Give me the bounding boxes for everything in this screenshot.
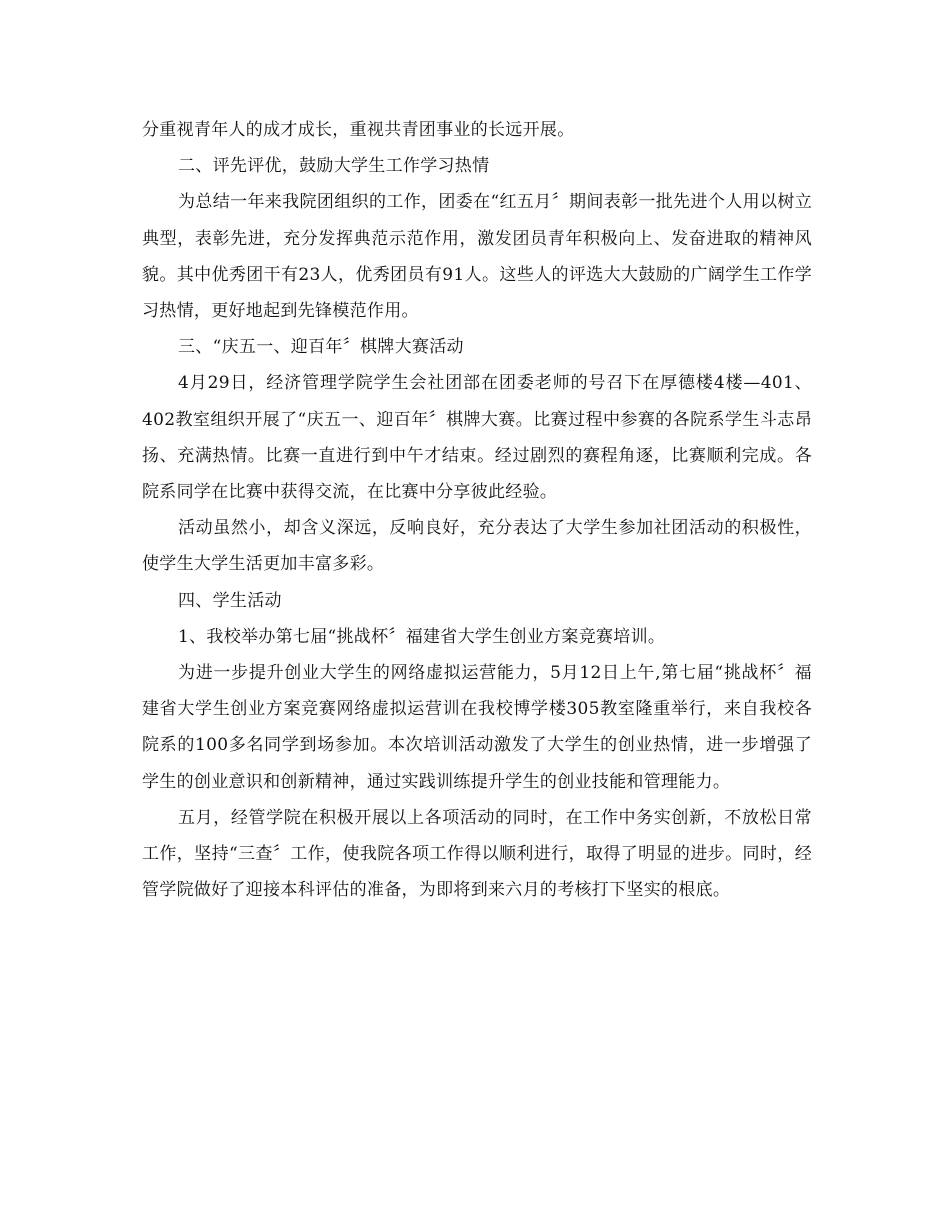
paragraph-chess-contest: 4月29日，经济管理学院学生会社团部在团委老师的号召下在厚德楼4楼—401、402教室组织开展了“庆五一、迎百年〞棋牌大赛。比赛过程中参赛的各院系学生斗志昂扬、充满热情。比赛一直进行到中午才结束。经过剧烈的赛程角逐，比赛顺利完成。各院系同学在比赛中获得交流，在比赛中分享彼此经验。	[142, 373, 812, 503]
paragraph-continuation: 分重视青年人的成才成长，重视共青团事业的长远开展。	[142, 120, 575, 140]
subheading-challenge-cup: 1、我校举办第七届“挑战杯〞福建省大学生创业方案竞赛培训。	[178, 626, 666, 647]
section-heading-3: 三、“庆五一、迎百年〞棋牌大赛活动	[178, 337, 464, 358]
section-heading-4: 四、学生活动	[178, 590, 282, 611]
section-heading-2: 二、评先评优，鼓励大学生工作学习热情	[178, 156, 490, 177]
paragraph-training: 为进一步提升创业大学生的网络虚拟运营能力，5月12日上午,第七届“挑战杯〞福建省大学生创业方案竞赛网络虚拟运营训在我校博学楼305教室隆重举行，来自我校各院系的100多名同学到场参加。本次培训活动激发了大学生的创业热情，进一步增强了学生的创业意识和创新精神，通过实践训练提升学生的创业技能和管理能力。	[142, 663, 812, 792]
document-body	[142, 112, 812, 908]
paragraph-activity-summary: 活动虽然小，却含义深远，反响良好，充分表达了大学生参加社团活动的积极性，使学生大学生活更加丰富多彩。	[142, 518, 812, 575]
paragraph-conclusion: 五月，经管学院在积极开展以上各项活动的同时，在工作中务实创新，不放松日常工作，坚持“三查〞工作，使我院各项工作得以顺利进行，取得了明显的进步。同时，经管学院做好了迎接本科评估的准备，为即将到来六月的考核打下坚实的根底。	[142, 807, 812, 901]
paragraph-awards: 为总结一年来我院团组织的工作，团委在“红五月〞期间表彰一批先进个人用以树立典型，表彰先进，充分发挥典范示范作用，激发团员青年积极向上、发奋进取的精神风貌。其中优秀团干有23人，优秀团员有91人。这些人的评选大大鼓励的广阔学生工作学习热情，更好地起到先锋模范作用。	[142, 192, 812, 322]
